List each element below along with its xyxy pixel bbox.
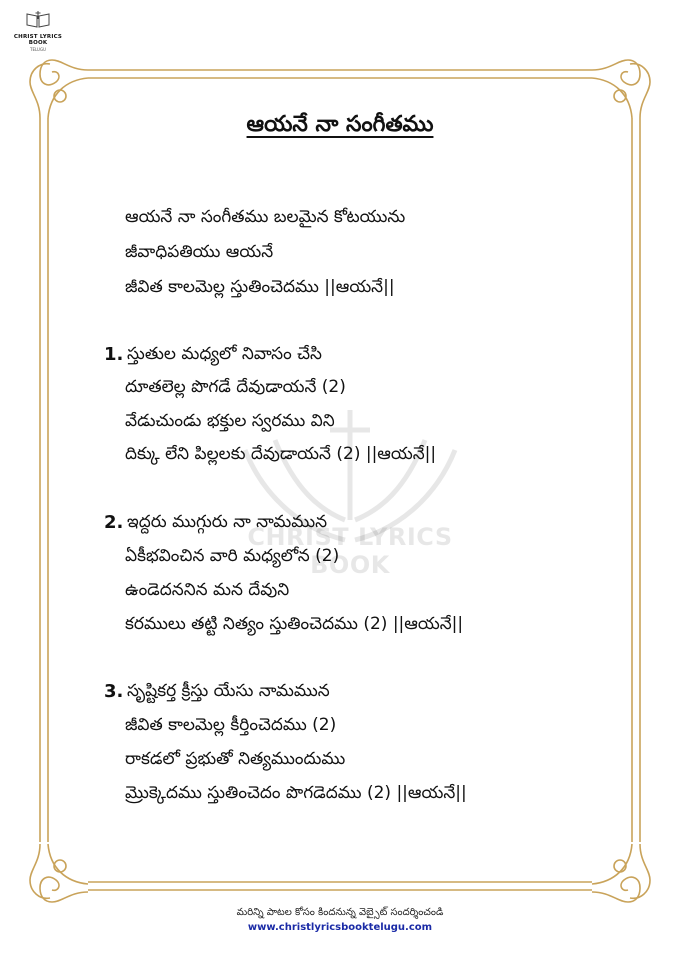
site-logo [8,10,68,52]
verse-1-number: 1. [104,344,124,365]
verse-2-line-3: ఉండెదననిన మన దేవుని [125,580,290,600]
verse-2-line-2: ఏకీభవించిన వారి మధ్యలోన (2) [125,546,340,566]
verse-3-line-3: రాకడలో ప్రభుతో నిత్యముందుము [125,749,346,769]
verse-3-line-2: జీవిత కాలమెల్ల కీర్తించెదము (2) [125,715,337,735]
logo-subtitle: TELUGU [30,47,46,52]
book-cross-icon [25,10,51,28]
verse-1-line-1: స్తుతుల మధ్యలో నివాసం చేసి [127,344,322,364]
verse-3-number: 3. [104,681,124,702]
song-title: ఆయనే నా సంగీతము [246,112,434,137]
verse-2-number: 2. [104,512,124,533]
verse-1-line-4: దిక్కు లేని పిల్లలకు దేవుడాయనే (2) ||ఆయనే|| [125,444,437,464]
watermark-text: CHRIST LYRICS BOOK [247,523,453,579]
chorus-line-2: జీవాధిపతియు ఆయనే [125,242,274,262]
verse-3-line-1: సృష్టికర్త క్రీస్తు యేసు నామమున [127,681,330,701]
chorus-line-1: ఆయనే నా సంగీతము బలమైన కోటయును [125,207,406,227]
verse-1-line-2: దూతలెల్ల పొగడే దేవుడాయనే (2) [125,377,346,397]
verse-2-line-1: ఇద్దరు ముగ్గురు నా నామమున [127,512,328,532]
verse-3-line-4: మ్రొక్కెదము స్తుతించెదం పొగడెదము (2) ||ఆయనే|| [125,783,467,803]
footer-note: మరిన్ని పాటల కోసం కిందనున్న వెబ్సైట్ సందర్శించండి [236,907,444,918]
chorus-line-3: జీవిత కాలమెల్ల స్తుతించెదము ||ఆయనే|| [125,277,395,297]
logo-name: CHRIST LYRICS BOOK [13,34,63,46]
website-link[interactable]: www.christlyricsbooktelugu.com [247,922,433,933]
verse-1-line-3: వేడుచుండు భక్తుల స్వరము విని [125,411,335,431]
verse-2-line-4: కరములు తట్టి నిత్యం స్తుతించెదము (2) ||ఆయనే|| [125,614,464,634]
corner-ornament-tl [30,60,88,118]
